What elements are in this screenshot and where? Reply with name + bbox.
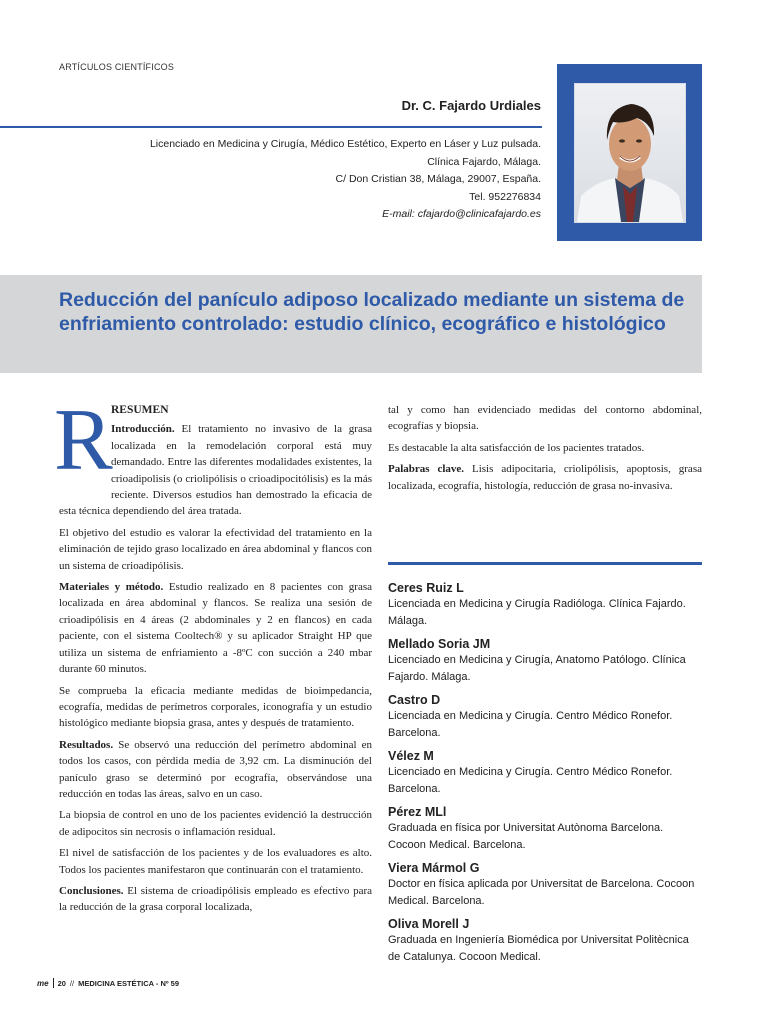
- coauthor-entry: [388, 916, 702, 966]
- intro-text: El tratamiento no invasivo de la grasa localizada en la remodelación corporal está muy demandado. Entre las diferentes modalidades existentes, la crioadipolisis (o criolipólisis o crioadipocitólisis) es la más reciente. Diversos estudios han demostrado la eficacia de esta técnica dependiendo del área tratada.: [59, 423, 372, 518]
- footer-divider: [53, 978, 54, 988]
- dropcap-letter: R: [54, 392, 113, 489]
- affiliation-email: E-mail: cfajardo@clinicafajardo.es: [382, 208, 541, 221]
- abstract-results: [59, 737, 372, 803]
- affiliation-line: Clínica Fajardo, Málaga.: [427, 155, 541, 168]
- coauthor-affiliation: Graduada en física por Universitat Autònoma Barcelona. Cocoon Medical. Barcelona.: [388, 822, 664, 851]
- conclusions-text: El sistema de crioadipólisis empleado es efectivo para la reducción de la grasa corporal localizada,: [59, 884, 372, 914]
- results-label: Resultados.: [59, 738, 114, 751]
- coauthor-affiliation: Licenciada en Medicina y Cirugía. Centro Médico Ronefor. Barcelona.: [388, 710, 673, 739]
- coauthor-name: Viera Mármol G: [388, 861, 480, 875]
- page-footer: [37, 978, 179, 988]
- abstract-intro: [59, 421, 372, 519]
- coauthor-name: Mellado Soria JM: [388, 637, 491, 651]
- coauthor-entry: [388, 804, 702, 854]
- conclusions-label: Conclusiones.: [59, 884, 124, 897]
- coauthor-affiliation: Licenciado en Medicina y Cirugía, Anatomo Patólogo. Clínica Fajardo. Málaga.: [388, 654, 686, 683]
- footer-separator: //: [69, 978, 75, 988]
- abstract-keywords: [388, 461, 702, 494]
- page-number: 20: [57, 978, 66, 988]
- author-affiliation: [150, 136, 541, 224]
- coauthor-name: Pérez MLl: [388, 805, 447, 819]
- intro-label: Introducción.: [111, 423, 175, 436]
- author-photo: [574, 83, 686, 223]
- coauthor-entry: [388, 748, 702, 798]
- coauthors-divider: [388, 562, 702, 565]
- coauthor-name: Vélez M: [388, 749, 434, 763]
- coauthor-entry: [388, 580, 702, 630]
- coauthors-list: [388, 580, 702, 972]
- coauthor-affiliation: Graduada en Ingeniería Biomédica por Universitat Politècnica de Catalunya. Cocoon Medical.: [388, 934, 689, 963]
- author-name: Dr. C. Fajardo Urdiales: [401, 98, 541, 113]
- results-text: Se observó una reducción del perímetro abdominal en todos los casos, con pérdida media de 3,92 cm. La disminución del panículo graso se determinó por ecografía, observándose una reducción en todas las áreas, salvo en un caso.: [59, 738, 372, 800]
- methods-label: Materiales y método.: [59, 581, 164, 594]
- coauthor-affiliation: Licenciada en Medicina y Cirugía Radióloga. Clínica Fajardo. Málaga.: [388, 598, 686, 627]
- affiliation-line: Licenciado en Medicina y Cirugía, Médico Estético, Experto en Láser y Luz pulsada.: [149, 138, 541, 150]
- coauthor-entry: [388, 692, 702, 742]
- abstract-heading: RESUMEN: [111, 404, 169, 416]
- header-divider: [0, 126, 542, 128]
- abstract-satisfaction: Es destacable la alta satisfacción de los pacientes tratados.: [388, 441, 645, 454]
- keywords-text: Lisis adipocitaria, criolipólisis, apoptosis, grasa localizada, ecografía, histología, reducción de grasa no-invasiva.: [388, 463, 702, 492]
- abstract-column-left: [59, 402, 372, 921]
- keywords-label: Palabras clave.: [388, 463, 465, 476]
- affiliation-line: C/ Don Cristian 38, Málaga, 29007, España.: [335, 173, 541, 186]
- abstract-continued: tal y como han evidenciado medidas del contorno abdominal, ecografías y biopsia.: [388, 404, 702, 433]
- abstract-column-right: [388, 402, 702, 499]
- coauthor-name: Ceres Ruiz L: [388, 581, 464, 595]
- abstract-objective: El objetivo del estudio es valorar la efectividad del tratamiento en la eliminación de tejido graso localizado en área abdominal y flancos con un sistema de crioadipólisis.: [59, 526, 372, 572]
- abstract-conclusions: [59, 883, 372, 916]
- abstract-results-2: La biopsia de control en uno de los pacientes evidenció la destrucción de adipocitos sin necrosis o inflamación residual.: [59, 809, 372, 838]
- coauthor-affiliation: Doctor en física aplicada por Universitat de Barcelona. Cocoon Medical. Barcelona.: [388, 878, 695, 907]
- coauthor-affiliation: Licenciado en Medicina y Cirugía. Centro Médico Ronefor. Barcelona.: [388, 766, 673, 795]
- methods-text: Estudio realizado en 8 pacientes con grasa localizada en área abdominal y flancos. Se realiza una sesión de crioadipólisis en 4 áreas (2 abdominales y 2 en flancos) en cada paciente, con el sistema Cooltech® y su aplicador Straight HP que utiliza un sistema de enfriamiento a -8ºC con succión a 240 mbar durante 60 minutos.: [59, 581, 372, 676]
- journal-logo: me: [37, 978, 49, 988]
- journal-name: MEDICINA ESTÉTICA - Nº 59: [78, 978, 180, 988]
- coauthor-name: Oliva Morell J: [388, 917, 470, 931]
- abstract-methods-2: Se comprueba la eficacia mediante medidas de bioimpedancia, ecografía, medidas de perímetros corporales, iconografía y un estudio histológico mediante biopsia grasa, antes y después de tratamiento.: [59, 684, 372, 730]
- coauthor-entry: [388, 860, 702, 910]
- section-label: ARTÍCULOS CIENTÍFICOS: [59, 62, 175, 72]
- article-title: Reducción del panículo adiposo localizado mediante un sistema de enfriamiento controlado: estudio clínico, ecográfico e histológico: [59, 289, 685, 335]
- affiliation-line: Tel. 952276834: [469, 190, 541, 203]
- coauthor-entry: [388, 636, 702, 686]
- abstract-results-3: El nivel de satisfacción de los pacientes y de los evaluadores es alto. Todos los pacientes manifestaron que continuarán con el tratamiento.: [59, 847, 372, 876]
- abstract-methods: [59, 579, 372, 677]
- coauthor-name: Castro D: [388, 693, 441, 707]
